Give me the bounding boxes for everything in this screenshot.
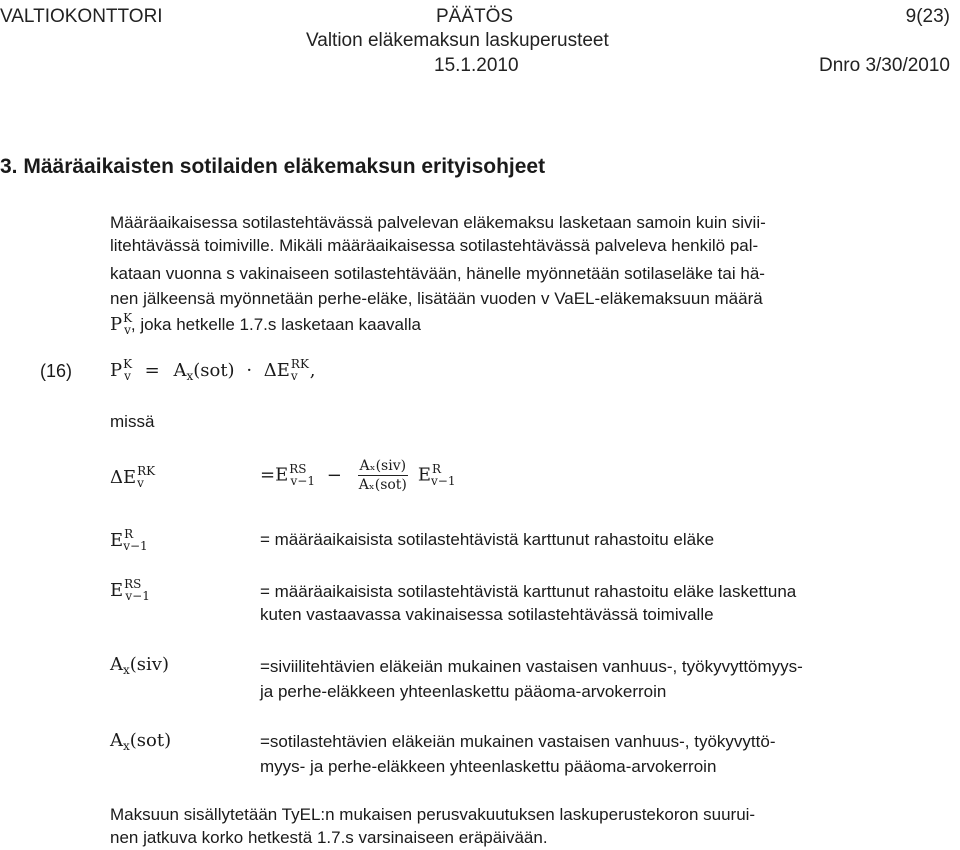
document-subtitle: Valtion eläkemaksun laskuperusteet: [306, 30, 609, 51]
paragraph-line-2: litehtävässä toimiville. Mikäli määräaikaisessa sotilastehtävässä palveleva henkilö pal-: [110, 236, 759, 255]
ratio-fraction: $\frac{\text{Aₓ(siv)}}{\text{Aₓ(sot)}}$: [358, 458, 407, 493]
definition-e-rs-line-1: = määräaikaisista sotilastehtävistä karttunut rahastoitu eläke laskettuna: [260, 582, 797, 601]
paragraph-line-4: nen jälkeensä myönnetään perhe-eläke, lisätään vuoden v VaEL-eläkemaksuun määrä: [110, 289, 763, 308]
symbol-pvk: $P^K_v$: [110, 311, 133, 337]
org-name: VALTIOKONTTORI: [0, 6, 163, 27]
symbol-e-rs: $E^{RS}_{v-1}$: [110, 577, 150, 603]
symbol-delta-e-rk: $\Delta E^{RK}_v$: [110, 464, 156, 490]
paragraph-line-1: Määräaikaisessa sotilastehtävässä palvelevan eläkemaksu lasketaan samoin kuin sivii-: [110, 213, 766, 232]
formula-number: (16): [40, 361, 73, 381]
document-dnro: Dnro 3/30/2010: [819, 55, 950, 76]
definition-ax-sot-line-1: =sotilastehtävien eläkeiän mukainen vastaisen vanhuus-, työkyvyttö-: [260, 732, 776, 751]
where-label: missä: [110, 412, 155, 431]
definition-e-r: = määräaikaisista sotilastehtävistä karttunut rahastoitu eläke: [260, 530, 715, 549]
footer-line-2: nen jatkuva korko hetkestä 1.7.s varsinaiseen eräpäivään.: [110, 828, 548, 847]
document-date: 15.1.2010: [434, 55, 519, 76]
paragraph-line-3: kataan vuonna s vakinaiseen sotilastehtävään, hänelle myönnetään sotilaseläke tai hä-: [110, 264, 765, 283]
definition-ax-sot-line-2: myys- ja perhe-eläkkeen yhteenlaskettu pääoma-arvokerroin: [260, 757, 717, 776]
footer-line-1: Maksuun sisällytetään TyEL:n mukaisen perusvakuutuksen laskuperustekoron suurui-: [110, 805, 756, 824]
definition-ax-siv-line-1: =siviilitehtävien eläkeiän mukainen vastaisen vanhuus-, työkyvyttömyys-: [260, 657, 803, 676]
definition-e-rs-line-2: kuten vastaavassa vakinaisessa sotilastehtävässä toimivalle: [260, 605, 714, 624]
paragraph-line-5: $P^K_v$, joka hetkelle 1.7.s lasketaan kaavalla: [110, 311, 421, 337]
symbol-ax-siv: $A_x(siv)$: [110, 654, 169, 677]
symbol-ax-sot: $A_x(sot)$: [110, 730, 172, 753]
symbol-e-r: $E^R_{v-1}$: [110, 527, 148, 553]
definition-ax-siv-line-2: ja perhe-eläkkeen yhteenlaskettu pääoma-arvokerroin: [260, 682, 667, 701]
delta-e-rk-definition: $=E^{RS}_{v-1}$ − $\frac{\text{Aₓ(siv)}}{\text{Aₓ(sot)}}$ $E^R_{v-1}$: [260, 458, 456, 493]
formula-16: $P^K_v = A_x(sot) \cdot \Delta E^{RK}_v$ ,: [110, 357, 316, 383]
section-heading: 3. Määräaikaisten sotilaiden eläkemaksun erityisohjeet: [0, 155, 546, 178]
page-number: 9(23): [905, 6, 950, 27]
document-type: PÄÄTÖS: [436, 6, 514, 27]
